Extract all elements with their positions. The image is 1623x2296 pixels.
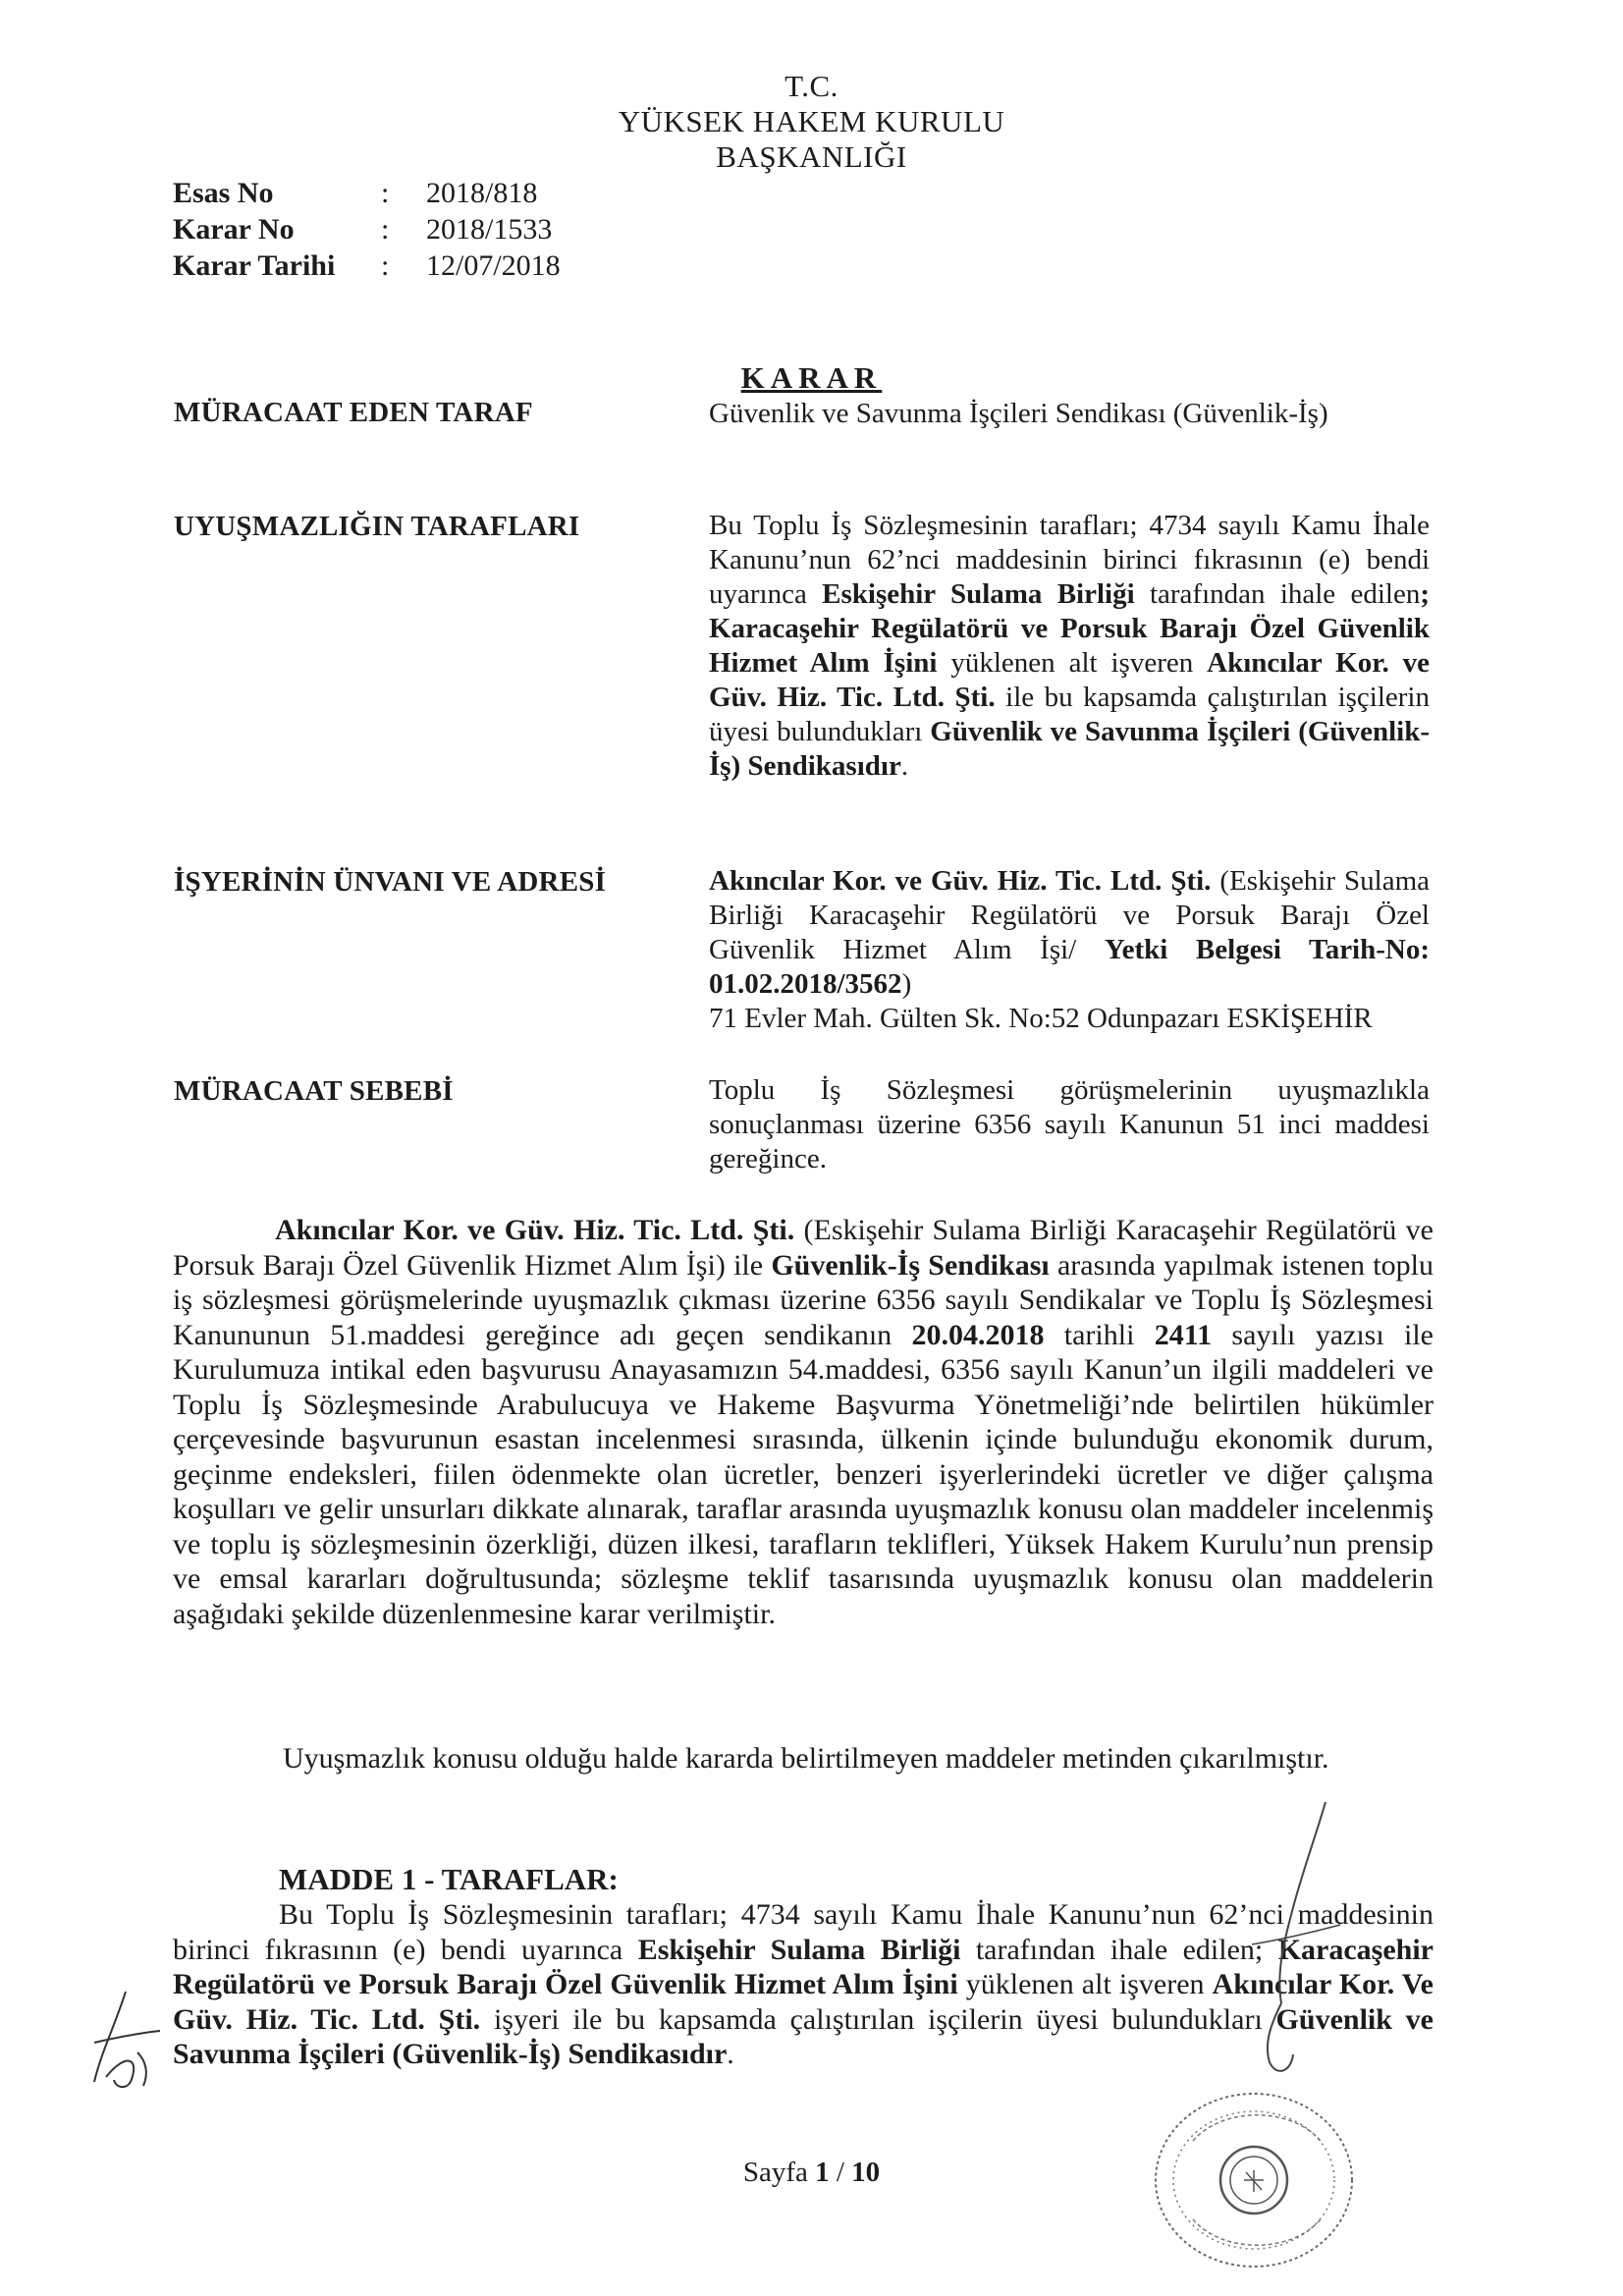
esas-no-label: Esas No <box>173 177 274 209</box>
madde-1-text: Bu Toplu İş Sözleşmesinin tarafları; 4734 sayılı Kamu İhale Kanunu’nun 62’nci maddesinin birinci fıkrasının (e) bendi uyarınca Eskişehir Sulama Birliği tarafından ihale edilen; Karacaşehir Regülatörü ve Porsuk Barajı Özel Güvenlik Hizmet Alım İşini yüklenen alt işveren Akıncılar Kor. Ve Güv. Hiz. Tic. Ltd. Şti. işyeri ile bu kapsamda çalıştırılan işçilerin üyesi bulundukları Güvenlik ve Savunma İşçileri (Güvenlik-İş) Sendikasıdır. <box>173 1898 1434 2070</box>
karar-tarihi-row <box>173 247 561 284</box>
header-presidency: BAŞKANLIĞI <box>716 139 907 174</box>
karar-no-value: 2018/1533 <box>426 213 553 246</box>
header-tc: T.C. <box>784 69 839 103</box>
page-number: Sayfa 1 / 10 <box>742 2157 881 2188</box>
karar-no-colon: : <box>381 213 390 246</box>
handwritten-initials <box>86 1984 165 2092</box>
isyeri-label: İŞYERİNİN ÜNVANI VE ADRESİ <box>174 866 607 898</box>
karar-tarihi-label: Karar Tarihi <box>173 249 336 282</box>
esas-no-value: 2018/818 <box>426 177 538 209</box>
signature <box>1222 1797 1370 2092</box>
karar-no-row <box>173 211 561 247</box>
karar-title: KARAR <box>740 360 883 395</box>
muracaat-eden-text: Güvenlik ve Savunma İşçileri Sendikası (Güvenlik-İş) <box>709 398 1328 429</box>
karar-tarihi-colon: : <box>381 249 390 282</box>
sebep-text: Toplu İş Sözleşmesi görüşmelerinin uyuşmazlıkla sonuçlanması üzerine 6356 sayılı Kanunun 51 inci maddesi gereğince. <box>709 1074 1430 1175</box>
sebep-label: MÜRACAAT SEBEBİ <box>174 1075 454 1107</box>
muracaat-eden-label: MÜRACAAT EDEN TARAF <box>174 397 533 428</box>
isyeri-address: 71 Evler Mah. Gülten Sk. No:52 Odunpazarı ESKİŞEHİR <box>709 1003 1373 1034</box>
case-metadata <box>173 175 561 284</box>
esas-no-row <box>173 175 561 211</box>
taraflar-label: UYUŞMAZLIĞIN TARAFLARI <box>174 511 580 542</box>
madde-1-title: MADDE 1 - TARAFLAR: <box>279 1862 619 1896</box>
karar-tarihi-value: 12/07/2018 <box>426 249 561 282</box>
esas-no-colon: : <box>381 177 390 209</box>
removed-articles-paragraph: Uyuşmazlık konusu olduğu halde kararda belirtilmeyen maddeler metinden çıkarılmıştır. <box>283 1742 1329 1775</box>
isyeri-text: Akıncılar Kor. ve Güv. Hiz. Tic. Ltd. Şti. (Eskişehir Sulama Birliği Karacaşehir Regülatörü ve Porsuk Barajı Özel Güvenlik Hizmet Alım İşi/ Yetki Belgesi Tarih-No: 01.02.2018/3562) 71 Evler Mah. Gülten Sk. No:52 Odunpazarı ESKİŞEHİR <box>709 865 1431 1034</box>
taraflar-text: Bu Toplu İş Sözleşmesinin tarafları; 4734 sayılı Kamu İhale Kanunu’nun 62’nci maddesinin birinci fıkrasının (e) bendi uyarınca Eskişehir Sulama Birliği tarafından ihale edilen; Karacaşehir Regülatörü ve Porsuk Barajı Özel Güvenlik Hizmet Alım İşini yüklenen alt işveren Akıncılar Kor. ve Güv. Hiz. Tic. Ltd. Şti. ile bu kapsamda çalıştırılan işçilerin üyesi bulundukları Güvenlik ve Savunma İşçileri (Güvenlik-İş) Sendikasıdır. <box>709 510 1431 782</box>
decision-paragraph: Akıncılar Kor. ve Güv. Hiz. Tic. Ltd. Şti. (Eskişehir Sulama Birliği Karacaşehir Regülatörü ve Porsuk Barajı Özel Güvenlik Hizmet Alım İşi) ile Güvenlik-İş Sendikası arasında yapılmak istenen toplu iş sözleşmesi görüşmelerinde uyuşmazlık çıkması üzerine 6356 sayılı Sendikalar ve Toplu İş Sözleşmesi Kanununun 51.maddesi gereğince adı geçen sendikanın 20.04.2018 tarihli 2411 sayılı yazısı ile Kurulumuza intikal eden başvurusu Anayasamızın 54.maddesi, 6356 sayılı Kanun’un ilgili maddeleri ve Toplu İş Sözleşmesinde Arabulucuya ve Hakeme Başvurma Yönetmeliği’nde belirtilen hükümler çerçevesinde başvurunun esastan incelenmesi sırasında, ülkenin içinde bulunduğu ekonomik durum, geçinme endeksleri, fiilen ödenmekte olan ücretler, benzeri işyerlerindeki ücretler ve diğer çalışma koşulları ve gelir unsurları dikkate alınarak, taraflar arasında uyuşmazlık konusu olan maddeler incelenmiş ve toplu iş sözleşmesinin özerkliği, düzen ilkesi, tarafların teklifleri, Yüksek Hakem Kurulu’nun prensip ve emsal kararları doğrultusunda; sözleşme teklif tasarısında uyuşmazlık konusu olan maddelerin aşağıdaki şekilde düzenlenmesine karar verilmiştir. <box>173 1214 1434 1630</box>
karar-no-label: Karar No <box>173 213 295 246</box>
header-institution: YÜKSEK HAKEM KURULU <box>618 104 1005 138</box>
official-seal <box>1134 2082 1370 2288</box>
